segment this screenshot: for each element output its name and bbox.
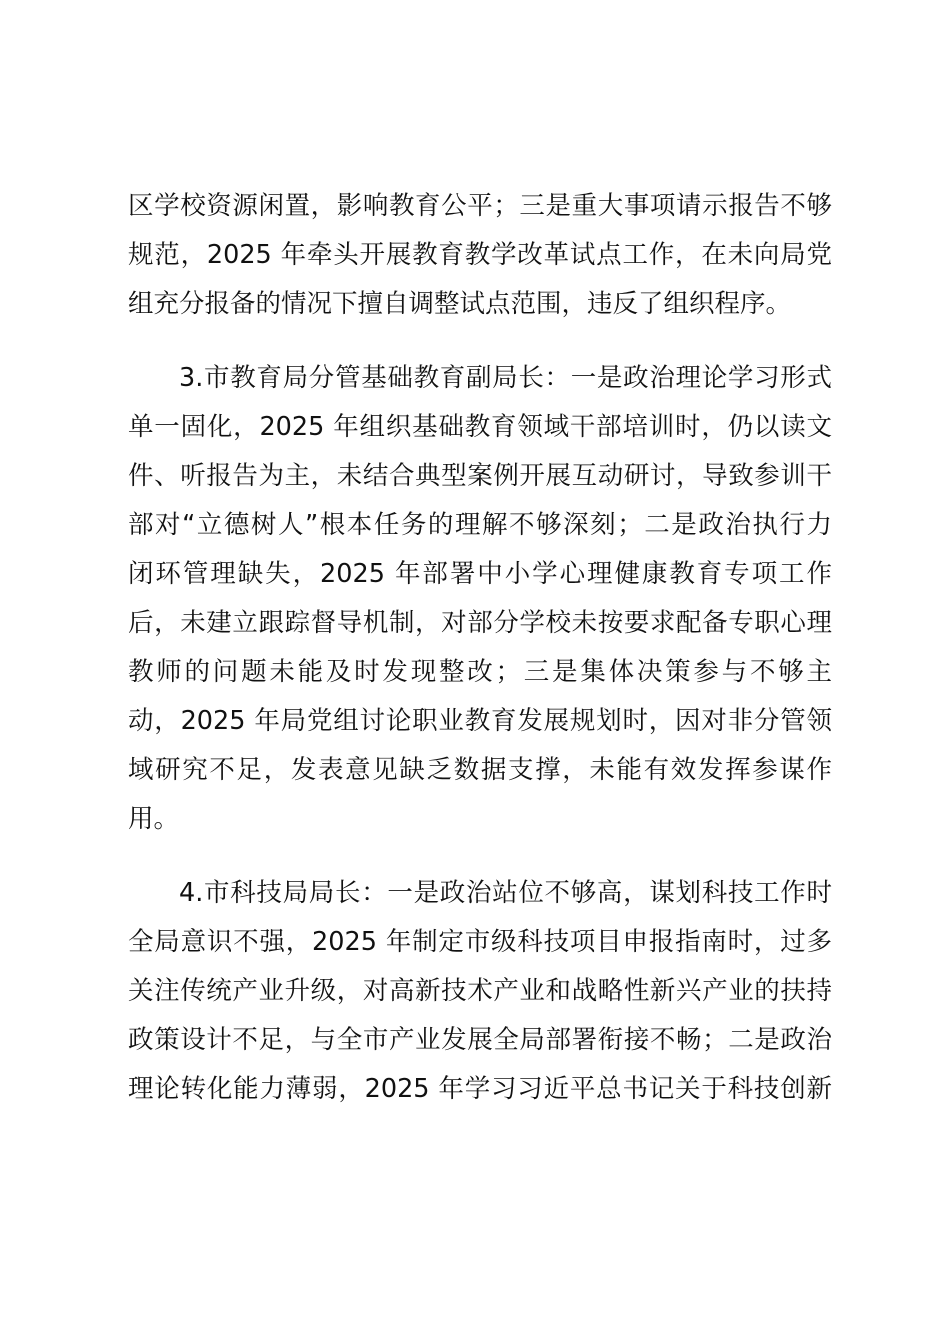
text-line: 区学校资源闲置，影响教育公平；三是重大事项请示报告不够 [128,191,832,221]
text-line: 闭环管理缺失，2025 年部署中小学心理健康教育专项工作 [128,559,832,589]
text-line-indented: 4.市科技局局长：一是政治站位不够高，谋划科技工作时 [179,878,832,908]
text-line: 政策设计不足，与全市产业发展全局部署衔接不畅；二是政治 [128,1025,832,1055]
paragraph-continuation [128,182,832,329]
text-line: 用。 [128,804,180,834]
text-line: 教师的问题未能及时发现整改；三是集体决策参与不够主 [128,657,832,687]
text-line: 规范，2025 年牵头开展教育教学改革试点工作，在未向局党 [128,240,832,270]
text-line: 关注传统产业升级，对高新技术产业和战略性新兴产业的扶持 [128,976,832,1006]
text-line: 件、听报告为主，未结合典型案例开展互动研讨，导致参训干 [128,461,832,491]
text-line: 理论转化能力薄弱，2025 年学习习近平总书记关于科技创新 [128,1074,832,1104]
text-line: 全局意识不强，2025 年制定市级科技项目申报指南时，过多 [128,927,832,957]
text-line: 单一固化，2025 年组织基础教育领域干部培训时，仍以读文 [128,412,832,442]
text-line: 组充分报备的情况下擅自调整试点范围，违反了组织程序。 [128,289,792,319]
text-line: 部对“立德树人”根本任务的理解不够深刻；二是政治执行力 [128,510,832,540]
text-line: 动，2025 年局党组讨论职业教育发展规划时，因对非分管领 [128,706,832,736]
paragraph-item-4 [128,869,832,1114]
document-page [128,182,832,1114]
paragraph-item-3 [128,354,832,844]
text-line: 域研究不足，发表意见缺乏数据支撑，未能有效发挥参谋作 [128,755,832,785]
text-line-indented: 3.市教育局分管基础教育副局长：一是政治理论学习形式 [179,363,832,393]
text-line: 后，未建立跟踪督导机制，对部分学校未按要求配备专职心理 [128,608,832,638]
